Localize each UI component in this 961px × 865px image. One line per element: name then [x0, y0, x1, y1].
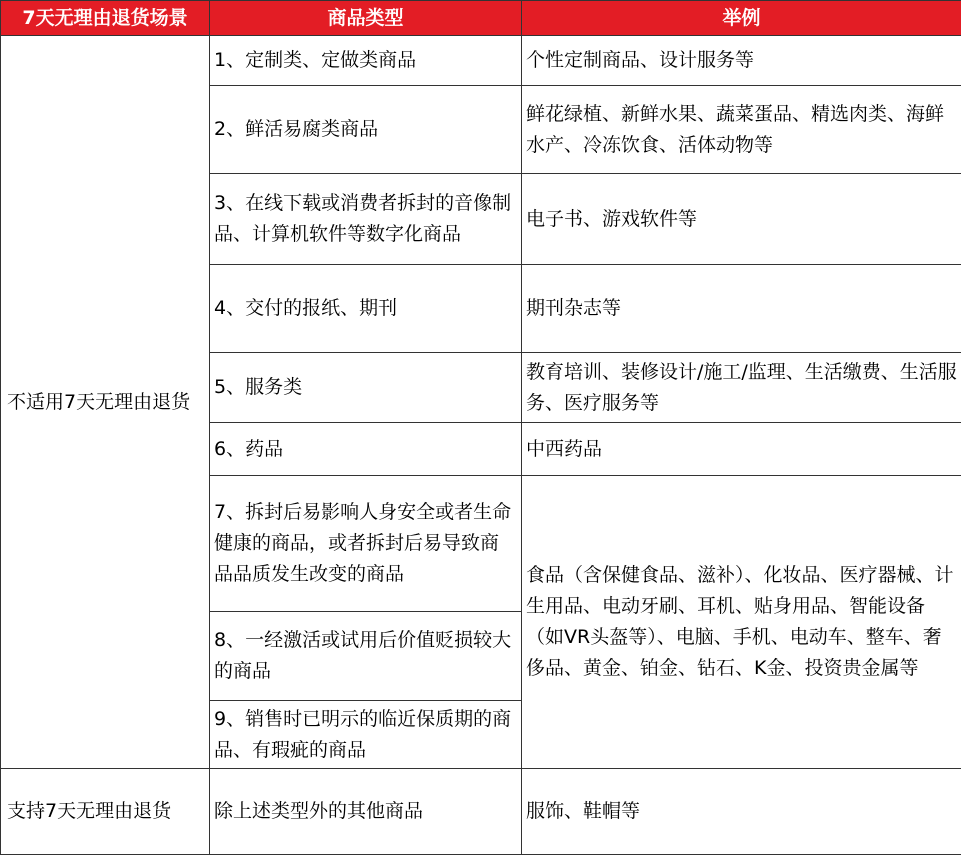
product-type-cell: 6、药品	[210, 423, 522, 476]
product-type-cell: 9、销售时已明示的临近保质期的商品、有瑕疵的商品	[210, 701, 522, 769]
product-type-cell: 3、在线下载或消费者拆封的音像制品、计算机软件等数字化商品	[210, 174, 522, 265]
example-cell: 教育培训、装修设计/施工/监理、生活缴费、生活服务、医疗服务等	[522, 353, 961, 423]
scene-not-applicable: 不适用7天无理由退货	[1, 36, 210, 769]
product-type-cell: 除上述类型外的其他商品	[210, 769, 522, 855]
product-type-cell: 2、鲜活易腐类商品	[210, 86, 522, 174]
example-cell: 期刊杂志等	[522, 265, 961, 353]
header-row	[1, 1, 961, 36]
table-row	[1, 36, 961, 86]
header-example: 举例	[522, 1, 961, 36]
scene-applicable: 支持7天无理由退货	[1, 769, 210, 855]
product-type-cell: 7、拆封后易影响人身安全或者生命健康的商品，或者拆封后易导致商品品质发生改变的商品	[210, 476, 522, 612]
example-cell: 食品（含保健食品、滋补）、化妆品、医疗器械、计生用品、电动牙刷、耳机、贴身用品、智能设备（如VR头盔等）、电脑、手机、电动车、整车、奢侈品、黄金、铂金、钻石、K金、投资贵金属等	[522, 476, 961, 769]
example-cell: 鲜花绿植、新鲜水果、蔬菜蛋品、精选肉类、海鲜水产、冷冻饮食、活体动物等	[522, 86, 961, 174]
header-scene: 7天无理由退货场景	[1, 1, 210, 36]
table-row	[1, 769, 961, 855]
product-type-cell: 1、定制类、定做类商品	[210, 36, 522, 86]
product-type-cell: 4、交付的报纸、期刊	[210, 265, 522, 353]
example-cell: 服饰、鞋帽等	[522, 769, 961, 855]
header-product-type: 商品类型	[210, 1, 522, 36]
example-cell: 电子书、游戏软件等	[522, 174, 961, 265]
product-type-cell: 5、服务类	[210, 353, 522, 423]
example-cell: 中西药品	[522, 423, 961, 476]
product-type-cell: 8、一经激活或试用后价值贬损较大的商品	[210, 612, 522, 701]
example-cell: 个性定制商品、设计服务等	[522, 36, 961, 86]
